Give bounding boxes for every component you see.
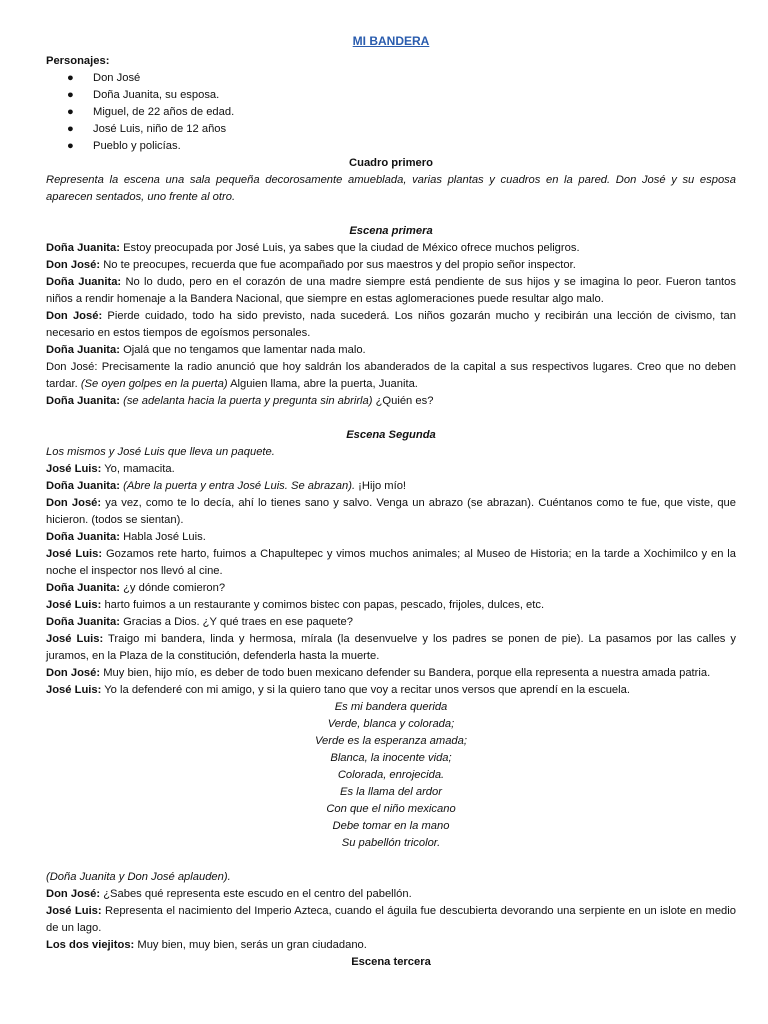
- scene-heading: Escena Segunda: [346, 429, 436, 441]
- dialogue-line: Doña Juanita: (se adelanta hacia la puerta y pregunta sin abrirla) ¿Quién es?: [46, 395, 434, 407]
- dialogue-line: José Luis: harto fuimos a un restaurante y comimos bistec con papas, pescado, frijoles, dulces, etc.: [46, 599, 545, 611]
- dialogue-line: Doña Juanita: Gracias a Dios. ¿Y qué traes en ese paquete?: [46, 616, 353, 628]
- dialogue-line: Don José: Precisamente la radio anunció que hoy saldrán los abanderados de la capital a sus respectivos lugares. Creo que no deben tardar. (Se oyen golpes en la puerta) Alguien llama, abre la puerta, Juanita.: [46, 361, 736, 390]
- list-item: ● Doña Juanita, su esposa.: [46, 87, 736, 104]
- bullet-icon: ●: [67, 89, 74, 101]
- bullet-icon: ●: [67, 106, 74, 118]
- dialogue-line: José Luis: Gozamos rete harto, fuimos a Chapultepec y vimos muchos animales; al Museo de Historia; en la tarde a Xochimilco y en la noche el inspector nos llevó al cine.: [46, 548, 736, 577]
- bullet-icon: ●: [67, 140, 74, 152]
- document-title: MI BANDERA: [352, 34, 430, 48]
- dialogue-line: Doña Juanita: ¿y dónde comieron?: [46, 582, 226, 594]
- verse-line: Es mi bandera querida: [334, 701, 448, 713]
- dialogue-line: Don José: Pierde cuidado, todo ha sido previsto, nada sucederá. Los niños gozarán mucho y recibirán una lección de civismo, tan necesario en estos tiempos de egoísmos personales.: [46, 310, 736, 339]
- dialogue-line: Doña Juanita: Habla José Luis.: [46, 531, 206, 543]
- characters-list: [46, 70, 736, 155]
- dialogue-line: Don José: No te preocupes, recuerda que fue acompañado por sus maestros y del propio señor inspector.: [46, 259, 576, 271]
- bullet-icon: ●: [67, 123, 74, 135]
- list-item: ● Miguel, de 22 años de edad.: [46, 104, 736, 121]
- dialogue-line: Don José: Muy bien, hijo mío, es deber de todo buen mexicano defender su Bandera, porque ella representa a nuestra amada patria.: [46, 667, 711, 679]
- dialogue-line: José Luis: Traigo mi bandera, linda y hermosa, mírala (la desenvuelve y los padres se ponen de pie). La pasamos por las calles y juramos, en la Plaza de la constitución, defenderla hasta la muerte.: [46, 633, 736, 662]
- bullet-icon: ●: [67, 72, 74, 84]
- dialogue-line: Don José: ¿Sabes qué representa este escudo en el centro del pabellón.: [46, 888, 412, 900]
- stage-direction: (Doña Juanita y Don José aplauden).: [46, 871, 231, 883]
- list-item: ● Don José: [46, 70, 736, 87]
- dialogue-line: Doña Juanita: (Abre la puerta y entra José Luis. Se abrazan). ¡Hijo mío!: [46, 480, 407, 492]
- list-item: ● Pueblo y policías.: [46, 138, 736, 155]
- verse-line: Con que el niño mexicano: [326, 803, 456, 815]
- verse-line: Verde, blanca y colorada;: [327, 718, 455, 730]
- stage-direction: Representa la escena una sala pequeña decorosamente amueblada, varias plantas y cuadros en la pared. Don José y su esposa aparecen sentados, uno frente al otro.: [46, 174, 736, 203]
- dialogue-line: José Luis: Yo la defenderé con mi amigo, y si la quiero tano que voy a recitar unos versos que aprendí en la escuela.: [46, 684, 630, 696]
- scene-heading: Escena tercera: [351, 956, 431, 968]
- verse-line: Debe tomar en la mano: [332, 820, 450, 832]
- dialogue-line: José Luis: Yo, mamacita.: [46, 463, 175, 475]
- document-page: [46, 33, 736, 971]
- stage-direction: Los mismos y José Luis que lleva un paquete.: [46, 446, 275, 458]
- verse-line: Colorada, enrojecida.: [337, 769, 445, 781]
- dialogue-line: Don José: ya vez, como te lo decía, ahí lo tienes sano y salvo. Venga un abrazo (se abrazan). Cuéntanos como te fue, que viste, que hicieron. (todos se sientan).: [46, 497, 736, 526]
- dialogue-line: Los dos viejitos: Muy bien, muy bien, serás un gran ciudadano.: [46, 939, 367, 951]
- verse-line: Es la llama del ardor: [340, 786, 442, 798]
- dialogue-line: Doña Juanita: Ojalá que no tengamos que lamentar nada malo.: [46, 344, 366, 356]
- list-item: ● José Luis, niño de 12 años: [46, 121, 736, 138]
- scene-heading: Escena primera: [349, 225, 433, 237]
- personajes-label: Personajes:: [46, 55, 110, 67]
- verse-line: Verde es la esperanza amada;: [315, 735, 467, 747]
- dialogue-line: Doña Juanita: No lo dudo, pero en el corazón de una madre siempre está pendiente de sus hijos y se imagina lo peor. Fueron tantos niños a rendir homenaje a la Bandera Nacional, que siempre en estas aglomeraciones puede resultar algo malo.: [46, 276, 736, 305]
- dialogue-line: Doña Juanita: Estoy preocupada por José Luis, ya sabes que la ciudad de México ofrece muchos peligros.: [46, 242, 580, 254]
- verse-line: Su pabellón tricolor.: [341, 837, 441, 849]
- dialogue-line: José Luis: Representa el nacimiento del Imperio Azteca, cuando el águila fue descubierta devorando una serpiente en un islote en medio de un lago.: [46, 905, 736, 934]
- cuadro-heading: Cuadro primero: [349, 157, 433, 169]
- verse-line: Blanca, la inocente vida;: [330, 752, 452, 764]
